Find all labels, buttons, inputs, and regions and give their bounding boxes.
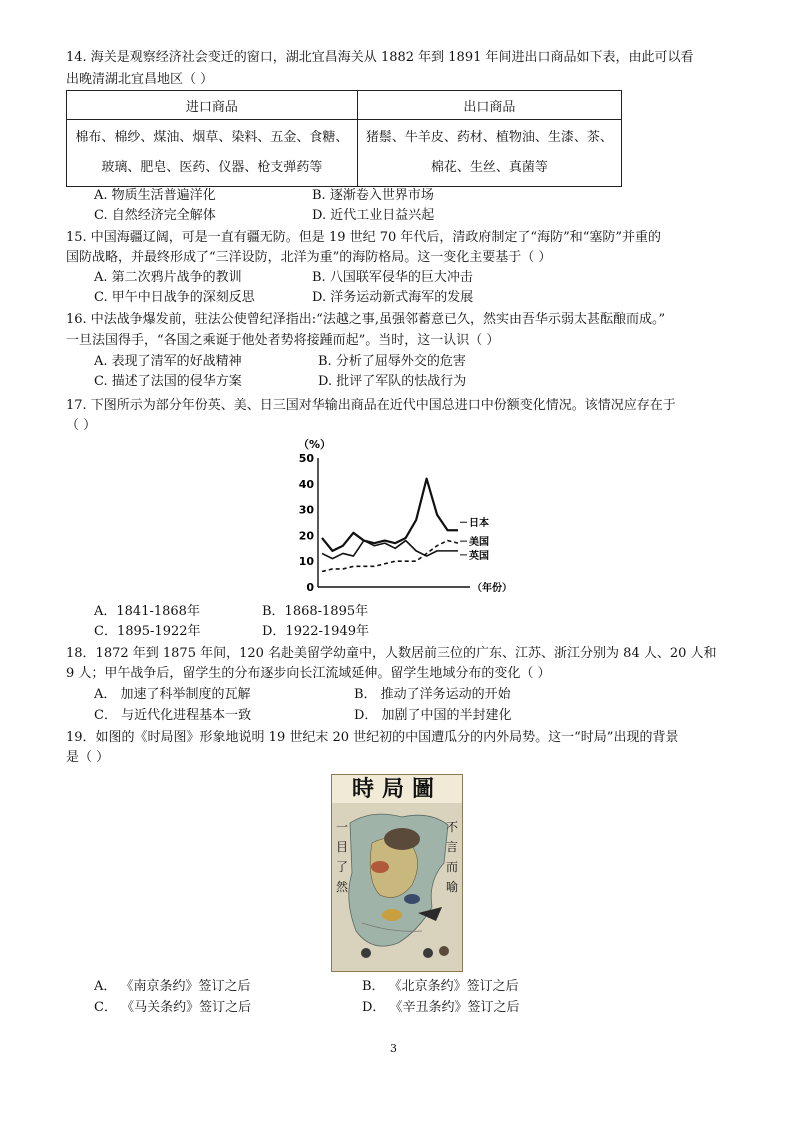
q14-option-c[interactable]: C. 自然经济完全解体: [94, 208, 216, 223]
q17-option-a[interactable]: A．1841-1868年: [94, 604, 200, 619]
q16-option-c[interactable]: C. 描述了法国的侵华方案: [94, 374, 242, 389]
q18-option-b[interactable]: B． 推动了洋务运动的开始: [354, 687, 511, 702]
legend-label: 日本: [469, 518, 489, 530]
y-tick-label: 20: [298, 529, 314, 543]
page-number: 3: [390, 1042, 397, 1055]
poster-map-illustration: [332, 803, 462, 971]
q19-stem-line2: 是（ ）: [66, 750, 110, 765]
q15-stem-line2: 国防战略，并最终形成了“三洋设防，北洋为重”的海防格局。这一变化主要基于（ ）: [66, 250, 552, 265]
q18-option-d[interactable]: D． 加剧了中国的半封建化: [354, 708, 512, 723]
series-line: [322, 541, 458, 559]
q16-stem-line2: 一旦法国得手，“各国之乘诞于他处者势将接踵而起”。当时，这一认识（ ）: [66, 333, 500, 348]
import-share-chart: [290, 434, 520, 594]
export-goods-line1: 猪鬃、牛羊皮、药材、植物油、生漆、茶、: [365, 130, 613, 145]
export-goods: [357, 120, 621, 187]
q15-option-d[interactable]: D. 洋务运动新式海军的发展: [312, 290, 474, 305]
q15-stem-line1: 15. 中国海疆辽阔，可是一直有疆无防。但是 19 世纪 70 年代后，清政府制定了“海防”和“塞防”并重的: [66, 230, 662, 245]
y-tick-label: 30: [298, 503, 314, 517]
series-line: [322, 479, 458, 551]
import-goods: [67, 120, 358, 187]
q14-stem-line1: 14. 海关是观察经济社会变迁的窗口，湖北宜昌海关从 1882 年到 1891 年间进出口商品如下表，由此可以看: [66, 50, 694, 65]
q14-trade-table: [66, 90, 622, 187]
q19-option-a[interactable]: A． 《南京条约》签订之后: [94, 979, 251, 994]
legend-label: 美国: [469, 537, 489, 549]
y-tick-label: 40: [298, 477, 314, 491]
y-axis-label: （%）: [298, 438, 332, 451]
q18-stem-line1: 18．1872 年到 1875 年间，120 名赴美留学幼童中，人数居前三位的广东、江苏、浙江分别为 84 人、20 人和: [66, 646, 717, 661]
q19-option-d[interactable]: D． 《辛丑条约》签订之后: [362, 1000, 520, 1015]
poster-right-caption: 不言而喻: [445, 820, 458, 894]
poster-title: 時局圖: [332, 775, 462, 803]
poster-left-caption: 一目了然: [335, 820, 348, 894]
q19-option-c[interactable]: C． 《马关条约》签订之后: [94, 1000, 252, 1015]
q17-stem-line2: （ ）: [66, 418, 97, 433]
q16-option-b[interactable]: B. 分析了屈辱外交的危害: [318, 354, 466, 369]
q14-stem-line2: 出晚清湖北宜昌地区（ ）: [66, 72, 214, 87]
q16-option-d[interactable]: D. 批评了军队的怯战行为: [318, 374, 467, 389]
q18-option-a[interactable]: A． 加速了科举制度的瓦解: [94, 687, 251, 702]
import-goods-line2: 玻璃、肥皂、医药、仪器、枪支弹药等: [101, 160, 323, 175]
q19-option-b[interactable]: B． 《北京条约》签订之后: [362, 979, 519, 994]
y-tick-label: 0: [306, 581, 314, 594]
y-tick-label: 10: [298, 555, 314, 569]
export-header: 出口商品: [357, 91, 621, 120]
q16-option-a[interactable]: A. 表现了清军的好战精神: [94, 354, 242, 369]
q14-option-a[interactable]: A. 物质生活普遍洋化: [94, 188, 216, 203]
x-axis-label: （年份）: [472, 583, 512, 594]
q14-option-b[interactable]: B. 逐渐卷入世界市场: [312, 188, 434, 203]
q18-stem-line2: 9 人；甲午战争后，留学生的分布逐步向长江流域延伸。留学生地域分布的变化（ ）: [66, 666, 551, 681]
import-goods-line1: 棉布、棉纱、煤油、烟草、染料、五金、食糖、: [75, 130, 349, 145]
bear-figure: [384, 828, 420, 850]
legend-label: 英国: [469, 550, 489, 562]
import-header: 进口商品: [67, 91, 358, 120]
q17-stem-line1: 17. 下图所示为部分年份英、美、日三国对华输出商品在近代中国总进口中份额变化情况。该情况应存在于: [66, 398, 676, 413]
q15-option-c[interactable]: C. 甲午中日战争的深刻反思: [94, 290, 255, 305]
q16-stem-line1: 16. 中法战争爆发前，驻法公使曾纪泽指出:“法越之事,虽强邻蓄意已久，然实由吾华示弱太甚酝酿而成。”: [66, 312, 666, 327]
q15-option-b[interactable]: B. 八国联军侵华的巨大冲击: [312, 270, 473, 285]
export-goods-line2: 棉花、生丝、真菌等: [430, 160, 548, 175]
shiju-tu-poster: [331, 774, 463, 972]
y-tick-label: 50: [298, 452, 314, 465]
q17-option-c[interactable]: C．1895-1922年: [94, 624, 201, 639]
q17-option-b[interactable]: B．1868-1895年: [262, 604, 369, 619]
q19-stem-line1: 19．如图的《时局图》形象地说明 19 世纪末 20 世纪初的中国遭瓜分的内外局势。这一“时局”出现的背景: [66, 730, 679, 745]
q17-option-d[interactable]: D．1922-1949年: [262, 624, 369, 639]
q14-option-d[interactable]: D. 近代工业日益兴起: [312, 208, 435, 223]
q15-option-a[interactable]: A. 第二次鸦片战争的教训: [94, 270, 242, 285]
q18-option-c[interactable]: C． 与近代化进程基本一致: [94, 708, 252, 723]
